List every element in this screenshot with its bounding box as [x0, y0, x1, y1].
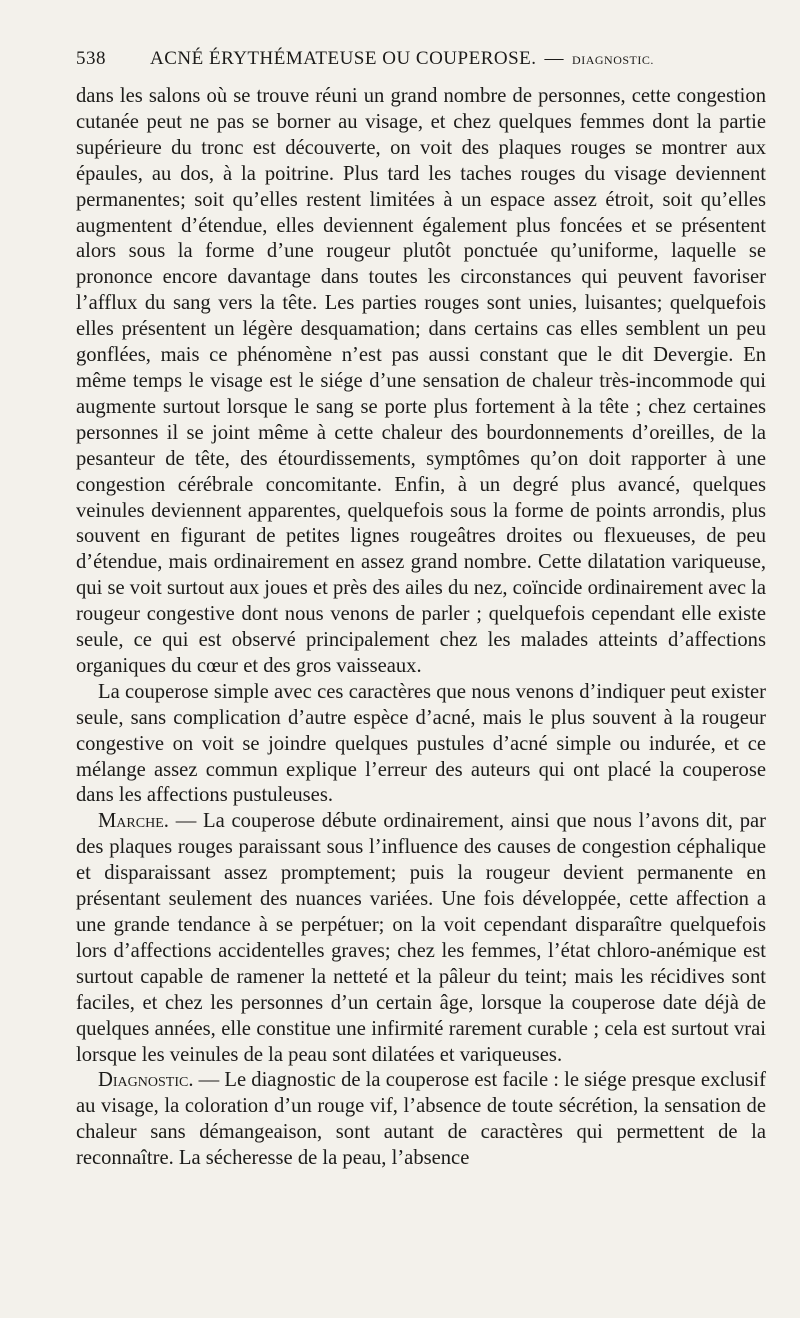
paragraph-diagnostic [76, 1068, 766, 1172]
paragraph-marche-text: La couperose débute ordinairement, ainsi que nous l’avons dit, par des plaques rouges paraissant sous l’influence des causes de congestion céphalique et disparaissant assez promptement; puis la rougeur devient permanente en présentant seulement des nuances variées. Une fois développée, cette affection a une grande tendance à se perpétuer; on la voit cependant disparaître quelquefois lors d’affections accidentelles graves; chez les femmes, l’état chloro-anémique est surtout capable de ramener la netteté et la pâleur du teint; mais les récidives sont faciles, et chez les personnes d’un certain âge, lorsque la couperose date déjà de quelques années, elle constitue une infirmité rarement curable ; cela est surtout vrai lorsque les veinules de la peau sont dilatées et variqueuses. [76, 810, 766, 1066]
section-heading-marche: Marche. [98, 810, 169, 833]
header-dash: — [544, 48, 565, 69]
heading-dash: — [198, 1069, 220, 1092]
body-text [76, 84, 766, 1172]
heading-dash: — [175, 810, 197, 833]
section-heading-diagnostic: Diagnostic. [98, 1069, 194, 1092]
paragraph-continuation: dans les salons où se trouve réuni un grand nombre de personnes, cette congestion cutanée peut ne pas se borner au visage, et chez quelques femmes dont la partie supérieure du tronc est découverte, on voit des plaques rouges se montrer aux épaules, au dos, à la poitrine. Plus tard les taches rouges du visage deviennent permanentes; soit qu’elles restent limitées à un espace assez étroit, soit qu’elles augmentent d’étendue, elles deviennent également plus foncées et se présentent alors sous la forme d’une rougeur plutôt ponctuée qu’uniforme, laquelle se prononce encore davantage dans toutes les circonstances qui peuvent favoriser l’afflux du sang vers la tête. Les parties rouges sont unies, luisantes; quelquefois elles présentent un légère desquamation; dans certains cas elles semblent un peu gonflées, mais ce phénomène n’est pas aussi constant que le dit Devergie. En même temps le visage est le siége d’une sensation de chaleur très-incommode qui augmente surtout lorsque le sang se porte plus fortement à la tête ; chez certaines personnes il se joint même à cette chaleur des bourdonnements d’oreilles, de la pesanteur de tête, des étourdissements, symptômes qu’on doit rapporter à une congestion cérébrale concomitante. Enfin, à un degré plus avancé, quelques veinules deviennent apparentes, quelquefois sous la forme de points arrondis, plus souvent en figurant de petites lignes rougeâtres droites ou flexueuses, de peu d’étendue, mais ordinairement en assez grand nombre. Cette dilatation variqueuse, qui se voit surtout aux joues et près des ailes du nez, coïncide ordinairement avec la rougeur congestive dont nous venons de parler ; quelquefois cependant elle existe seule, ce qui est observé principalement chez les malades atteints d’affections organiques du cœur et des gros vaisseaux. [76, 85, 766, 677]
paragraph-marche [76, 809, 766, 1068]
running-head [76, 48, 736, 84]
running-title: ACNÉ ÉRYTHÉMATEUSE OU COUPEROSE. [150, 48, 537, 69]
page-number: 538 [76, 48, 106, 69]
running-section: DIAGNOSTIC. [572, 53, 654, 67]
paragraph-couperose-simple: La couperose simple avec ces caractères que nous venons d’indiquer peut exister seule, sans complication d’autre espèce d’acné, mais le plus souvent à la rougeur congestive on voit se joindre quelques pustules d’acné simple ou indurée, et ce mélange assez commun explique l’erreur des auteurs qui ont placé la couperose dans les affections pustuleuses. [76, 680, 766, 807]
paragraph-diagnostic-text: Le diagnostic de la couperose est facile : le siége presque exclusif au visage, la coloration d’un rouge vif, l’absence de toute sécrétion, la sensation de chaleur sans démangeaison, sont autant de caractères qui permettent de la reconnaître. La sécheresse de la peau, l’absence [76, 1069, 767, 1170]
